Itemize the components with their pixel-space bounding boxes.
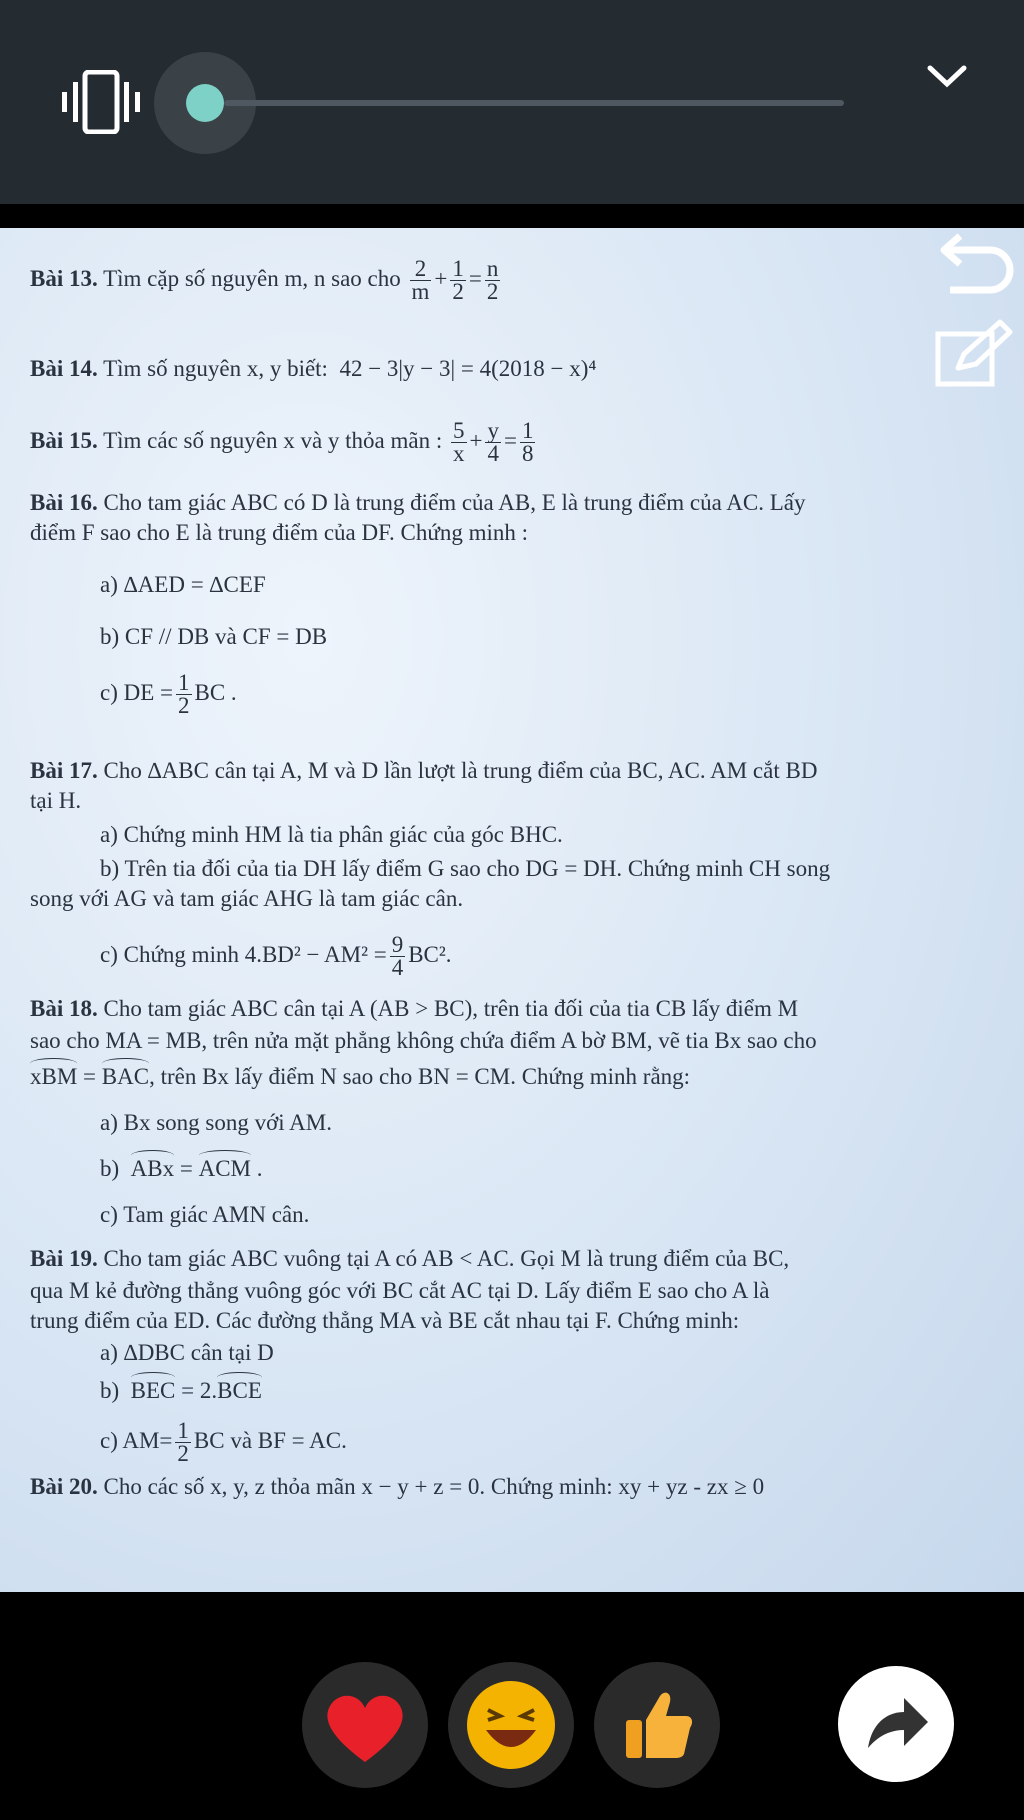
- angle: BAC: [101, 1064, 150, 1089]
- problem-14: [30, 356, 596, 382]
- fraction: $\frac{1}{8}$: [521, 418, 534, 466]
- equation: 42 − 3|y − 3| = 4(2018 − x)⁴: [339, 356, 597, 381]
- edit-icon[interactable]: [934, 318, 1014, 388]
- fraction: $\frac{9}{4}$: [391, 932, 404, 980]
- problem-label: Bài 20.: [30, 1474, 98, 1499]
- angle: ABx: [130, 1156, 175, 1181]
- problem-16-line-2: điểm F sao cho E là trung điểm của DF. Chứng minh :: [30, 520, 529, 545]
- angle: ACM: [198, 1156, 252, 1181]
- problem-18-line-2: sao cho MA = MB, trên nửa mặt phẳng không chứa điểm A bờ BM, vẽ tia Bx sao cho: [30, 1028, 817, 1053]
- problem-19-b: b) BEC = 2.BCE: [100, 1378, 262, 1403]
- problem-19-line-3: trung điểm của ED. Các đường thẳng MA và BE cắt nhau tại F. Chứng minh:: [30, 1308, 740, 1333]
- problem-label: Bài 13.: [30, 265, 98, 291]
- problem-text: Cho ∆ABC cân tại A, M và D lần lượt là trung điểm của BC, AC. AM cắt BD: [103, 758, 818, 783]
- problem-17-c: c) Chứng minh 4.BD² − AM² = $\frac{9}{4}$ BC².: [100, 932, 452, 980]
- thumbs-up-icon: [594, 1662, 720, 1788]
- vibrate-icon[interactable]: [62, 70, 144, 134]
- problem-17: [30, 758, 817, 784]
- problem-20: [30, 1474, 764, 1500]
- share-button[interactable]: [838, 1666, 954, 1782]
- heart-reaction-button[interactable]: [302, 1662, 428, 1788]
- problem-text: Cho tam giác ABC vuông tại A có AB < AC. Gọi M là trung điểm của BC,: [103, 1246, 790, 1271]
- problem-17-b: b) Trên tia đối của tia DH lấy điểm G sao cho DG = DH. Chứng minh CH song: [100, 856, 831, 881]
- player-bar: [0, 0, 1024, 204]
- problem-13: Bài 13. Tìm cặp số nguyên m, n sao cho $\frac{2}{m}$ + $\frac{1}{2}$ = $\frac{n}{2}$: [30, 256, 499, 304]
- problem-label: Bài 16.: [30, 490, 98, 515]
- problem-label: Bài 15.: [30, 427, 98, 453]
- problem-17-b-line-2: song với AG và tam giác AHG là tam giác cân.: [30, 886, 464, 911]
- problem-18: [30, 996, 798, 1022]
- laugh-icon: [448, 1662, 574, 1788]
- heart-icon: [302, 1662, 428, 1788]
- problem-19-a: a) ∆DBC cân tại D: [100, 1340, 274, 1365]
- problem-text: Cho các số x, y, z thỏa mãn x − y + z = 0. Chứng minh: xy + yz - zx ≥ 0: [103, 1474, 765, 1499]
- problem-19-c: c) AM= $\frac{1}{2}$ BC và BF = AC.: [100, 1418, 347, 1466]
- fraction: $\frac{1}{2}$: [177, 1418, 189, 1466]
- problem-19: [30, 1246, 789, 1272]
- angle: BEC: [130, 1378, 176, 1403]
- divider: [0, 204, 1024, 228]
- problem-16: [30, 490, 806, 516]
- document-photo: [0, 228, 1024, 1592]
- problem-19-line-2: qua M kẻ đường thẳng vuông góc với BC cắt AC tại D. Lấy điểm E sao cho A là: [30, 1278, 770, 1303]
- problem-16-a: a) ∆AED = ∆CEF: [100, 572, 266, 597]
- seek-knob[interactable]: [186, 84, 224, 122]
- problem-18-b: b) ABx = ACM .: [100, 1156, 263, 1181]
- undo-icon[interactable]: [938, 228, 1016, 294]
- angle: xBM: [30, 1064, 78, 1089]
- seek-track[interactable]: [224, 100, 844, 106]
- problem-label: Bài 17.: [30, 758, 98, 783]
- problem-label: Bài 18.: [30, 996, 98, 1021]
- angle: BCE: [217, 1378, 262, 1403]
- problem-18-line-3: xBM = BAC, trên Bx lấy điểm N sao cho BN = CM. Chứng minh rằng:: [30, 1064, 691, 1089]
- fraction: $\frac{y}{4}$: [487, 418, 499, 466]
- fraction: $\frac{1}{2}$: [452, 256, 464, 304]
- problem-text: Tìm các số nguyên x và y thỏa mãn :: [103, 427, 443, 453]
- fraction: $\frac{2}{m}$: [411, 256, 430, 304]
- problem-text: Cho tam giác ABC cân tại A (AB > BC), trên tia đối của tia CB lấy điểm M: [103, 996, 799, 1021]
- problem-text: Tìm số nguyên x, y biết:: [103, 356, 328, 381]
- problem-16-b: b) CF // DB và CF = DB: [100, 624, 328, 649]
- problem-label: Bài 19.: [30, 1246, 98, 1271]
- problem-text: Tìm cặp số nguyên m, n sao cho: [103, 265, 401, 291]
- fraction: $\frac{1}{2}$: [178, 670, 190, 718]
- share-arrow-icon: [838, 1666, 954, 1782]
- problem-16-c: c) DE = $\frac{1}{2}$ BC .: [100, 670, 237, 718]
- problem-17-line-2: tại H.: [30, 788, 82, 813]
- fraction: $\frac{n}{2}$: [486, 256, 499, 304]
- problem-15: Bài 15. Tìm các số nguyên x và y thỏa mãn : $\frac{5}{x}$ + $\frac{y}{4}$ = $\frac{1}{8}$: [30, 418, 534, 466]
- problem-18-a: a) Bx song song với AM.: [100, 1110, 332, 1135]
- fraction: $\frac{5}{x}$: [453, 418, 465, 466]
- problem-17-a: a) Chứng minh HM là tia phân giác của góc BHC.: [100, 822, 563, 847]
- laugh-reaction-button[interactable]: [448, 1662, 574, 1788]
- problem-18-c: c) Tam giác AMN cân.: [100, 1202, 310, 1227]
- problem-text: Cho tam giác ABC có D là trung điểm của AB, E là trung điểm của AC. Lấy: [103, 490, 806, 515]
- problem-label: Bài 14.: [30, 356, 98, 381]
- like-reaction-button[interactable]: [594, 1662, 720, 1788]
- chevron-down-icon[interactable]: [926, 62, 968, 92]
